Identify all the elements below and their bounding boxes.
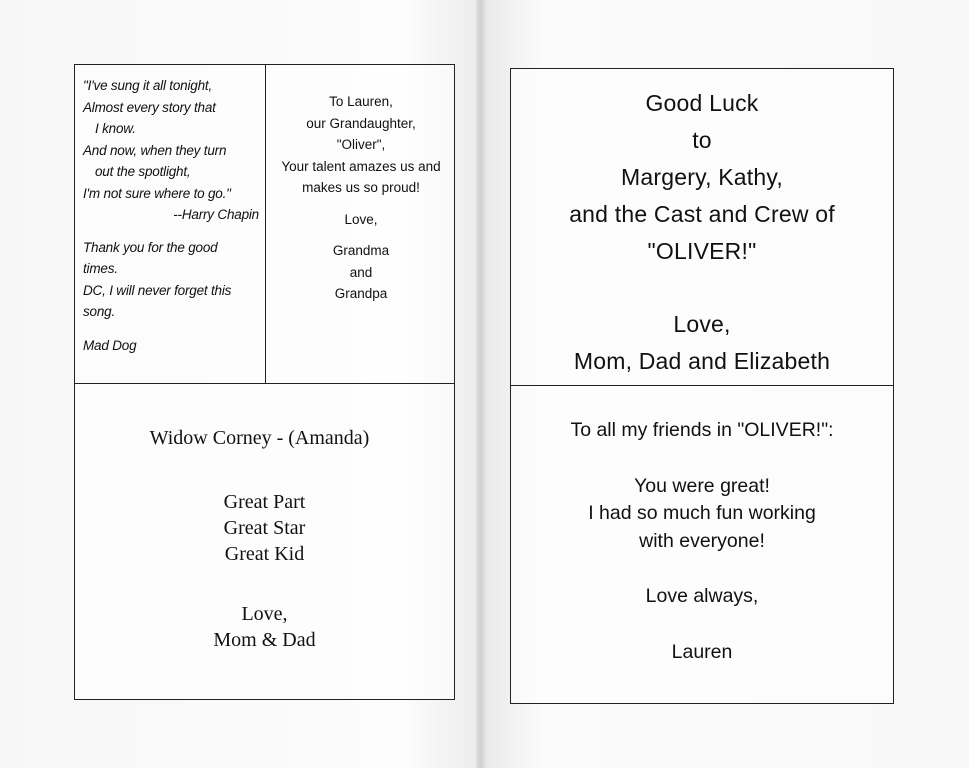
good-luck-line: "OLIVER!" bbox=[647, 238, 757, 264]
quote-attribution: --Harry Chapin bbox=[173, 207, 259, 222]
widow-closing: Love, bbox=[241, 603, 288, 625]
quote-line: "I've sung it all tonight, bbox=[83, 78, 212, 93]
quote-line: I know. bbox=[95, 121, 136, 136]
quote-message-line: Thank you for the good bbox=[83, 239, 218, 255]
quote-message-line: DC, I will never forget this bbox=[83, 282, 232, 298]
good-luck-line: Margery, Kathy, bbox=[621, 164, 783, 190]
right-ad-grid bbox=[510, 68, 894, 704]
widow-praise-line: Great Kid bbox=[224, 543, 305, 565]
friends-message-line: I had so much fun working bbox=[588, 502, 816, 524]
grandparents-signer: Grandpa bbox=[334, 286, 388, 301]
book-gutter bbox=[476, 0, 486, 768]
friends-signer: Lauren bbox=[671, 640, 733, 663]
grandparents-ad bbox=[266, 91, 456, 305]
grandparents-line: To Lauren, bbox=[329, 94, 393, 109]
widow-praise-line: Great Star bbox=[223, 517, 306, 539]
good-luck-ad bbox=[511, 85, 893, 380]
quote-line: I'm not sure where to go." bbox=[83, 185, 231, 201]
quote-message-line: times. bbox=[83, 261, 118, 276]
left-ad-grid bbox=[74, 64, 455, 700]
quote-signature: Mad Dog bbox=[83, 337, 137, 353]
good-luck-line: and the Cast and Crew of bbox=[569, 201, 835, 227]
grandparents-line: our Grandaughter, bbox=[306, 115, 416, 131]
grandparents-line: Your talent amazes us and bbox=[281, 158, 441, 174]
widow-praise-line: Great Part bbox=[223, 491, 306, 513]
grandparents-signer: and bbox=[349, 264, 373, 280]
good-luck-signers: Mom, Dad and Elizabeth bbox=[573, 348, 831, 374]
left-grid-horizontal-divider bbox=[75, 383, 454, 384]
quote-line: And now, when they turn bbox=[83, 142, 227, 158]
right-grid-horizontal-divider bbox=[511, 385, 893, 386]
friends-message-line: You were great! bbox=[634, 474, 770, 497]
quote-line: out the spotlight, bbox=[95, 164, 191, 179]
good-luck-line: to bbox=[692, 127, 712, 153]
friends-message-line: with everyone! bbox=[639, 529, 765, 552]
quote-message-line: song. bbox=[83, 304, 116, 319]
widow-corney-ad bbox=[75, 425, 454, 653]
grandparents-closing: Love, bbox=[344, 211, 378, 227]
grandparents-line: makes us so proud! bbox=[302, 180, 420, 195]
good-luck-closing: Love, bbox=[673, 311, 731, 337]
quote-ad bbox=[83, 75, 261, 356]
good-luck-line: Good Luck bbox=[645, 90, 759, 116]
widow-signers: Mom & Dad bbox=[213, 629, 316, 651]
grandparents-line: "Oliver", bbox=[336, 137, 386, 152]
widow-title: Widow Corney - (Amanda) bbox=[149, 427, 370, 449]
quote-line: Almost every story that bbox=[83, 99, 216, 115]
grandparents-signer: Grandma bbox=[332, 243, 390, 258]
friends-heading: To all my friends in "OLIVER!": bbox=[570, 419, 834, 441]
friends-closing: Love always, bbox=[645, 585, 759, 607]
friends-ad bbox=[511, 417, 893, 666]
